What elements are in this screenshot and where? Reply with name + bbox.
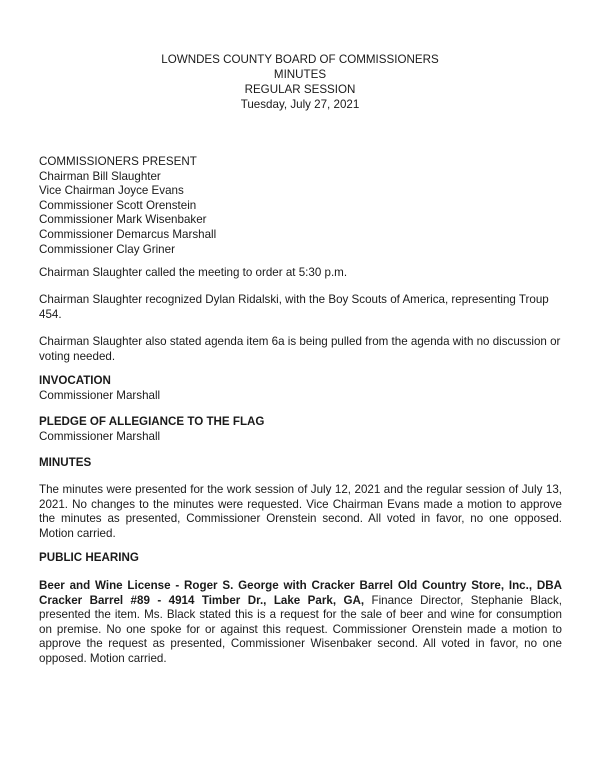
recognition-paragraph: Chairman Slaughter recognized Dylan Ridalski, with the Boy Scouts of America, representing Troup 454. — [39, 293, 549, 321]
pledge-heading: PLEDGE OF ALLEGIANCE TO THE FLAG — [39, 415, 265, 428]
invocation-by: Commissioner Marshall — [39, 388, 161, 402]
org-name: LOWNDES COUNTY BOARD OF COMMISSIONERS — [161, 53, 439, 66]
commissioners-present — [39, 155, 562, 257]
member-item: Vice Chairman Joyce Evans — [39, 184, 184, 198]
meeting-date: Tuesday, July 27, 2021 — [240, 98, 360, 111]
public-hearing-item — [39, 579, 562, 667]
call-to-order-paragraph: Chairman Slaughter called the meeting to order at 5:30 p.m. — [39, 266, 348, 279]
public-hearing-heading: PUBLIC HEARING — [39, 551, 139, 564]
minutes-heading: MINUTES — [39, 456, 92, 469]
minutes-paragraph: The minutes were presented for the work session of July 12, 2021 and the regular session of July 13, 2021. No changes to the minutes were requested. Vice Chairman Evans made a motion to approve the minutes as presented, Commissioner Orenstein second. All voted in favor, no one opposed. Motion carried. — [39, 483, 562, 540]
member-item: Commissioner Demarcus Marshall — [39, 227, 217, 241]
invocation-heading: INVOCATION — [39, 374, 111, 387]
hearing-item-text: Finance Director, Stephanie Black, presented the item. Ms. Black stated this is a request for the sale of beer and wine for consumption on premise. No one spoke for or against this request. Commissioner Orenstein made a motion to approve the request as presented, Commissioner Wisenbaker second. All voted in favor, no one opposed. Motion carried. — [39, 593, 562, 665]
hearing-item-title: Beer and Wine License - Roger S. George with Cracker Barrel Old Country Store, Inc., DBA Cracker Barrel #89 - 4914 Timber Dr., Lake Park, GA, — [39, 579, 562, 607]
pledge-by: Commissioner Marshall — [39, 429, 161, 443]
pledge-section — [39, 415, 562, 444]
agenda-note-paragraph: Chairman Slaughter also stated agenda item 6a is being pulled from the agenda with no discussion or voting needed. — [39, 335, 561, 363]
document-header — [0, 52, 600, 112]
document-type: MINUTES — [273, 68, 327, 81]
member-item: Commissioner Clay Griner — [39, 242, 175, 256]
member-item: Commissioner Mark Wisenbaker — [39, 213, 207, 227]
present-heading: COMMISSIONERS PRESENT — [39, 155, 197, 168]
member-item: Commissioner Scott Orenstein — [39, 198, 197, 212]
invocation-section — [39, 374, 562, 403]
member-item: Chairman Bill Slaughter — [39, 169, 161, 183]
session-type: REGULAR SESSION — [244, 83, 356, 96]
